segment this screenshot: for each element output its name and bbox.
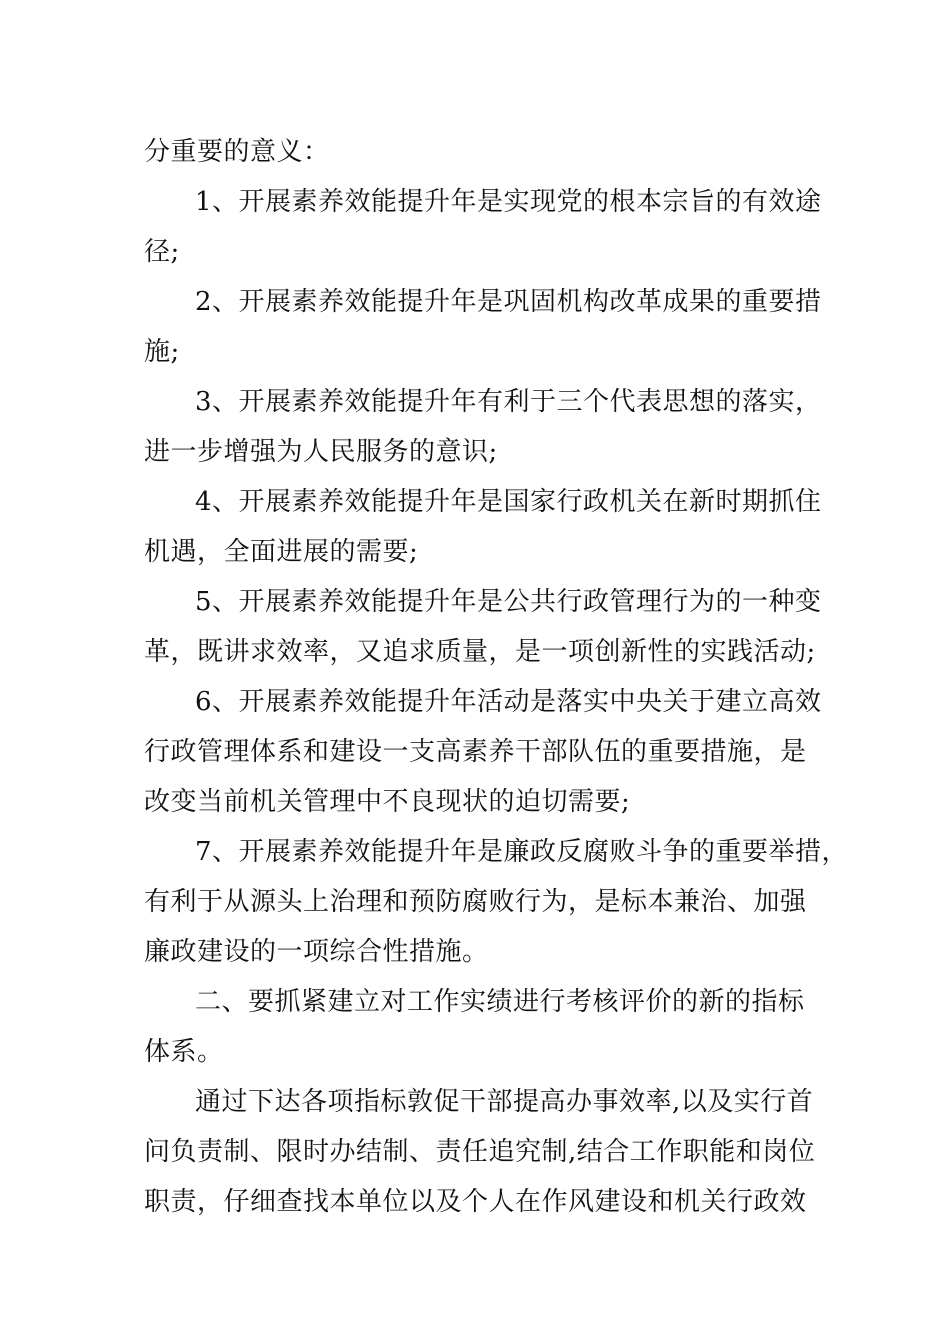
- text-line: 通过下达各项指标敦促干部提高办事效率,以及实行首: [195, 1087, 814, 1117]
- text-line: 1、开展素养效能提升年是实现党的根本宗旨的有效途: [195, 187, 822, 217]
- text-line: 廉政建设的一项综合性措施。: [144, 937, 489, 967]
- text-line: 革，既讲求效率，又追求质量，是一项创新性的实践活动;: [144, 637, 816, 667]
- text-line: 有利于从源头上治理和预防腐败行为，是标本兼治、加强: [144, 887, 807, 917]
- text-line: 进一步增强为人民服务的意识;: [144, 437, 498, 467]
- text-line: 行政管理体系和建设一支高素养干部队伍的重要措施，是: [144, 737, 807, 767]
- text-line: 问负责制、限时办结制、责任追究制,结合工作职能和岗位: [144, 1137, 816, 1167]
- section-heading: 体系。: [144, 1037, 224, 1067]
- text-line: 机遇，全面进展的需要;: [144, 537, 419, 567]
- text-line: 6、开展素养效能提升年活动是落实中央关于建立高效: [195, 687, 822, 717]
- text-line: 径;: [144, 237, 180, 267]
- text-line: 7、开展素养效能提升年是廉政反腐败斗争的重要举措，: [195, 837, 849, 867]
- text-line: 3、开展素养效能提升年有利于三个代表思想的落实，: [195, 387, 822, 417]
- text-line: 改变当前机关管理中不良现状的迫切需要;: [144, 787, 631, 817]
- text-line: 施;: [144, 337, 180, 367]
- text-line: 分重要的意义：: [144, 137, 330, 167]
- section-heading: 二、要抓紧建立对工作实绩进行考核评价的新的指标: [195, 987, 805, 1017]
- text-line: 2、开展素养效能提升年是巩固机构改革成果的重要措: [195, 287, 822, 317]
- text-line: 职责，仔细查找本单位以及个人在作风建设和机关行政效: [144, 1187, 807, 1217]
- text-line: 5、开展素养效能提升年是公共行政管理行为的一种变: [195, 587, 822, 617]
- text-line: 4、开展素养效能提升年是国家行政机关在新时期抓住: [195, 487, 822, 517]
